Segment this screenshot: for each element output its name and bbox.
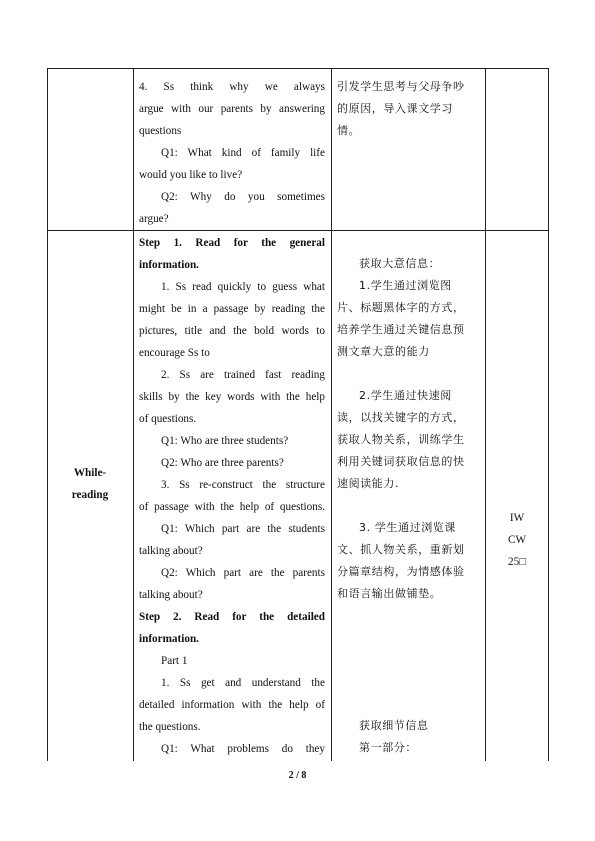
activity-text-line: argue with our parents by answering [139, 103, 325, 115]
activity-text-line: the questions. [139, 721, 201, 733]
purpose-text-line: 片、标题黑体字的方式， [337, 301, 465, 314]
activity-text-line: talking about? [139, 589, 203, 601]
stage-label-line-1: While- [73, 467, 107, 479]
step-heading-line: Step 1. Read for the general [139, 237, 325, 249]
activity-text-line: 3. Ss re-construct the structure [161, 479, 325, 491]
activity-text-line: Q2: Which part are the parents [161, 567, 325, 579]
stage-label-line-2: reading [71, 489, 109, 501]
purpose-text-line: 获取人物关系，训练学生 [337, 433, 465, 446]
activity-text-line: Q1: Which part are the students [161, 523, 325, 535]
table-border-right [548, 68, 549, 761]
activity-text-line: of questions. [139, 413, 197, 425]
purpose-text-line: 的原因，导入课文学习 [337, 102, 453, 115]
activity-text-line: encourage Ss to [139, 347, 210, 359]
time-minutes: 25□ [508, 556, 526, 568]
activity-text-line: Q1: Who are three students? [161, 435, 289, 447]
table-divider-3 [485, 68, 486, 761]
table-row-divider [47, 230, 549, 231]
interaction-mode-cell [485, 507, 549, 573]
activity-text-line: 1. Ss read quickly to guess what [161, 281, 325, 293]
purpose-text-line: 测文章大意的能力 [337, 345, 430, 358]
activity-text-line: talking about? [139, 545, 203, 557]
purpose-text-line: 获取细节信息 [359, 719, 429, 732]
activity-text-line: would you like to live? [139, 169, 243, 181]
activity-text-line: Part 1 [161, 655, 188, 667]
activity-text-line: of passage with the help of questions. [139, 501, 325, 513]
activity-text-line: Q2: Who are three parents? [161, 457, 284, 469]
purpose-text-line: 情。 [337, 124, 361, 137]
interaction-iw: IW [509, 512, 525, 524]
interaction-cw: CW [507, 534, 527, 546]
purpose-text-line: 培养学生通过关键信息预 [337, 323, 465, 336]
activity-text-line: 4. Ss think why we always [139, 81, 325, 93]
activity-text-line: 2. Ss are trained fast reading [161, 369, 325, 381]
activity-text-line: Q1: What problems do they [161, 743, 325, 755]
activity-text-line: might be in a passage by reading the [139, 303, 325, 315]
purpose-text-line: 1.学生通过浏览图 [359, 279, 452, 292]
purpose-text-line: 文、抓人物关系，重新划 [337, 543, 465, 556]
activity-text-line: detailed information with the help of [139, 699, 325, 711]
step-heading-line: information. [139, 633, 199, 645]
activity-text-line: Q2: Why do you sometimes [161, 191, 325, 203]
activity-text-line: 1. Ss get and understand the [161, 677, 325, 689]
purpose-text-line: 利用关键词获取信息的快 [337, 455, 465, 468]
step-heading-line: information. [139, 259, 199, 271]
purpose-text-line: 2.学生通过快速阅 [359, 389, 452, 402]
purpose-text-line: 3. 学生通过浏览课 [359, 521, 456, 534]
purpose-text-line: 读，以找关键字的方式， [337, 411, 465, 424]
activity-text-line: argue? [139, 213, 169, 225]
purpose-text-line: 引发学生思考与父母争吵 [337, 80, 465, 93]
stage-label [47, 462, 133, 506]
activity-text-line: pictures, title and the bold words to [139, 325, 325, 337]
purpose-text-line: 第一部分： [359, 741, 417, 754]
activity-text-line: questions [139, 125, 182, 137]
table-border-left [47, 68, 48, 761]
activity-text-line: Q1: What kind of family life [161, 147, 325, 159]
purpose-text-line: 速阅读能力. [337, 477, 400, 490]
table-border-top [47, 68, 549, 69]
purpose-text-line: 和语言输出做铺垫。 [337, 587, 442, 600]
page-number: 2 / 8 [288, 770, 307, 781]
table-divider-1 [133, 68, 134, 761]
step-heading-line: Step 2. Read for the detailed [139, 611, 325, 623]
purpose-text-line: 分篇章结构，为情感体验 [337, 565, 465, 578]
purpose-text-line: 获取大意信息： [359, 257, 441, 270]
table-divider-2 [331, 68, 332, 761]
activity-text-line: skills by the key words with the help [139, 391, 325, 403]
